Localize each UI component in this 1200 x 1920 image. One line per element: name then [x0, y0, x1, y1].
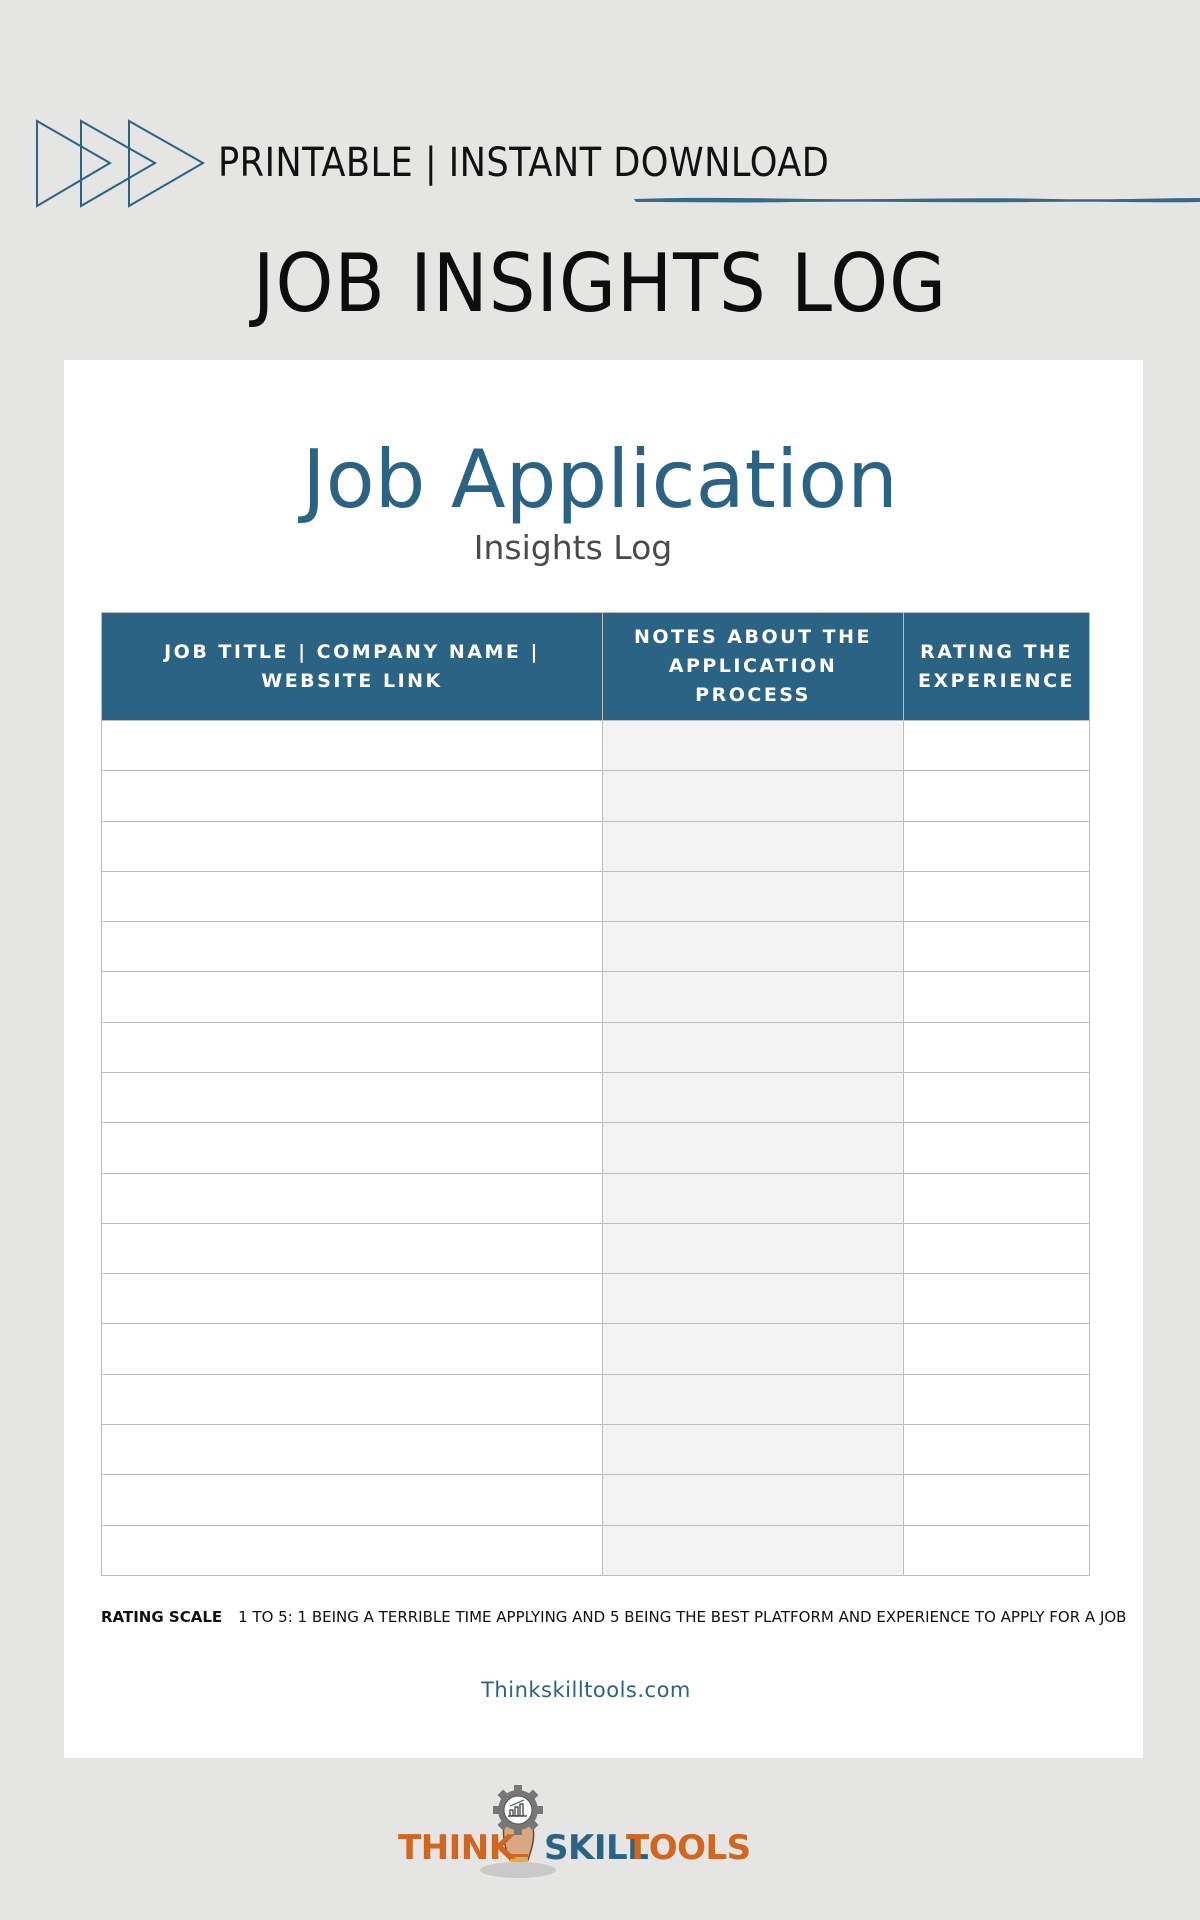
rating-cell[interactable] — [904, 1173, 1090, 1223]
notes-cell[interactable] — [603, 771, 904, 821]
notes-cell[interactable] — [603, 1525, 904, 1576]
column-header-notes: NOTES ABOUT THE APPLICATION PROCESS — [603, 613, 904, 721]
website-link[interactable]: Thinkskilltools.com — [481, 1678, 691, 1702]
rating-cell[interactable] — [904, 1475, 1090, 1525]
rating-cell[interactable] — [904, 1223, 1090, 1273]
job-title-cell[interactable] — [102, 1022, 603, 1072]
document-title: Job Application — [302, 433, 898, 526]
logo-word-tools: TOOLS — [626, 1828, 751, 1868]
job-log-table — [101, 612, 1090, 1576]
brush-underline — [632, 193, 1200, 205]
notes-cell[interactable] — [603, 1173, 904, 1223]
rating-cell[interactable] — [904, 1022, 1090, 1072]
job-title-cell[interactable] — [102, 1525, 603, 1576]
job-title-cell[interactable] — [102, 1324, 603, 1374]
notes-cell[interactable] — [603, 972, 904, 1022]
rating-cell[interactable] — [904, 1525, 1090, 1576]
rating-cell[interactable] — [904, 1324, 1090, 1374]
notes-cell[interactable] — [603, 1424, 904, 1474]
table-row — [102, 1274, 1090, 1324]
notes-cell[interactable] — [603, 821, 904, 871]
job-title-cell[interactable] — [102, 1374, 603, 1424]
rating-scale-text: 1 TO 5: 1 BEING A TERRIBLE TIME APPLYING AND 5 BEING THE BEST PLATFORM AND EXPERIENCE TO APPLY FOR A JOB — [238, 1608, 1127, 1626]
notes-cell[interactable] — [603, 1072, 904, 1122]
rating-cell[interactable] — [904, 1424, 1090, 1474]
notes-cell[interactable] — [603, 1022, 904, 1072]
rating-cell[interactable] — [904, 871, 1090, 921]
job-title-cell[interactable] — [102, 771, 603, 821]
rating-cell[interactable] — [904, 1374, 1090, 1424]
notes-cell[interactable] — [603, 1223, 904, 1273]
table-row — [102, 721, 1090, 771]
notes-cell[interactable] — [603, 922, 904, 972]
job-title-cell[interactable] — [102, 1173, 603, 1223]
table-row — [102, 1324, 1090, 1374]
notes-cell[interactable] — [603, 1475, 904, 1525]
column-header-rating: RATING THE EXPERIENCE — [904, 613, 1090, 721]
table-row — [102, 1173, 1090, 1223]
table-row — [102, 1223, 1090, 1273]
rating-scale-note — [101, 1605, 1127, 1629]
rating-cell[interactable] — [904, 1274, 1090, 1324]
job-title-cell[interactable] — [102, 972, 603, 1022]
job-title-cell[interactable] — [102, 1424, 603, 1474]
table-row — [102, 1072, 1090, 1122]
table-row — [102, 972, 1090, 1022]
logo-word-think: THINK — [398, 1828, 515, 1868]
job-title-cell[interactable] — [102, 1475, 603, 1525]
table-row — [102, 1123, 1090, 1173]
job-title-cell[interactable] — [102, 821, 603, 871]
table-header-row — [102, 613, 1090, 721]
brand-logo — [398, 1784, 751, 1884]
table-row — [102, 922, 1090, 972]
table-row — [102, 1424, 1090, 1474]
notes-cell[interactable] — [603, 721, 904, 771]
job-title-cell[interactable] — [102, 922, 603, 972]
page-title: JOB INSIGHTS LOG — [252, 237, 948, 330]
rating-cell[interactable] — [904, 922, 1090, 972]
rating-cell[interactable] — [904, 721, 1090, 771]
notes-cell[interactable] — [603, 1274, 904, 1324]
notes-cell[interactable] — [603, 1374, 904, 1424]
job-title-cell[interactable] — [102, 1072, 603, 1122]
rating-cell[interactable] — [904, 1072, 1090, 1122]
rating-cell[interactable] — [904, 972, 1090, 1022]
notes-cell[interactable] — [603, 1123, 904, 1173]
rating-cell[interactable] — [904, 821, 1090, 871]
job-title-cell[interactable] — [102, 871, 603, 921]
table-row — [102, 871, 1090, 921]
job-title-cell[interactable] — [102, 1274, 603, 1324]
triple-arrow-icon — [34, 118, 214, 210]
job-title-cell[interactable] — [102, 721, 603, 771]
tagline: PRINTABLE | INSTANT DOWNLOAD — [218, 140, 830, 186]
table-row — [102, 1475, 1090, 1525]
document-subtitle: Insights Log — [473, 528, 673, 567]
rating-cell[interactable] — [904, 1123, 1090, 1173]
rating-scale-label: RATING SCALE — [101, 1608, 223, 1626]
notes-cell[interactable] — [603, 871, 904, 921]
table-row — [102, 771, 1090, 821]
notes-cell[interactable] — [603, 1324, 904, 1374]
column-header-job-title: JOB TITLE | COMPANY NAME | WEBSITE LINK — [102, 613, 603, 721]
table-row — [102, 1022, 1090, 1072]
job-title-cell[interactable] — [102, 1123, 603, 1173]
job-title-cell[interactable] — [102, 1223, 603, 1273]
table-row — [102, 1525, 1090, 1576]
table-row — [102, 821, 1090, 871]
table-row — [102, 1374, 1090, 1424]
logo-word-skill: SKILL — [544, 1828, 649, 1868]
rating-cell[interactable] — [904, 771, 1090, 821]
